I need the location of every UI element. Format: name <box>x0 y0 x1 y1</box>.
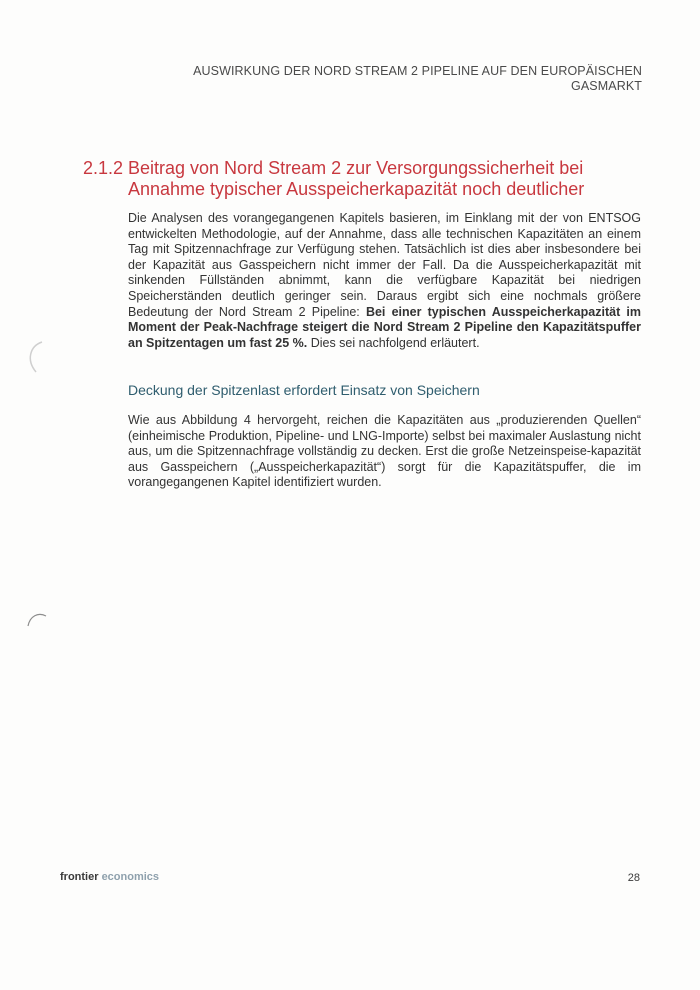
punch-hole-mark-icon-2 <box>24 608 50 632</box>
subheading: Deckung der Spitzenlast erfordert Einsatz von Speichern <box>128 382 480 398</box>
footer-brand <box>60 871 159 883</box>
paragraph-1-bold: Bei einer typischen Ausspeicherkapazität im Moment der Peak-Nachfrage steigert die Nord Stream 2 Pipeline den Kapazitätspuffer an Spitzentagen um fast 25 %. <box>128 304 641 350</box>
paragraph-1-text: Die Analysen des vorangegangenen Kapitels basieren, im Einklang mit der von ENTSOG entwickelten Methodologie, auf der Annahme, dass alle technischen Kapazitäten an einem Tag mit Spitzennachfrage zur Verfügung stehen. Tatsächlich ist dies aber insbesondere bei der Kapazität aus Gasspeichern nicht immer der Fall. Da die Ausspeicherkapazität mit sinkenden Füllständen abnimmt, kann die verfügbare Kapazität bei niedrigen Speicherständen deutlich geringer sein. Daraus ergibt sich eine nochmals größere Bedeutung der Nord Stream 2 Pipeline: <box>128 211 641 319</box>
header-line-2: GASMARKT <box>571 79 642 93</box>
paragraph-1 <box>128 211 641 351</box>
header-line-1: AUSWIRKUNG DER NORD STREAM 2 PIPELINE AUF DEN EUROPÄISCHEN <box>193 64 642 78</box>
running-header <box>162 64 642 94</box>
brand-second: economics <box>101 871 160 883</box>
section-number: 2.1.2 <box>83 158 124 178</box>
punch-hole-mark-icon <box>22 338 48 378</box>
section-title-line-1: Beitrag von Nord Stream 2 zur Versorgungssicherheit bei <box>128 158 584 178</box>
page-number: 28 <box>627 872 640 884</box>
paragraph-1-tail: Dies sei nachfolgend erläutert. <box>307 335 480 350</box>
section-heading <box>83 158 623 200</box>
paragraph-2: Wie aus Abbildung 4 hervorgeht, reichen die Kapazitäten aus „produzierenden Quellen“ (einheimische Produktion, Pipeline- und LNG-Importe) selbst bei maximaler Auslastung nicht aus, um die Spitzennachfrage vollständig zu decken. Erst die große Netzeinspeise-kapazität aus Gasspeichern („Ausspeicherkapazität“) sorgt für die Kapazitätspuffer, die im vorangegangenen Kapitel identifiziert wurden. <box>128 413 641 490</box>
brand-first: frontier <box>60 871 99 883</box>
section-title-line-2: Annahme typischer Ausspeicherkapazität noch deutlicher <box>128 179 585 199</box>
